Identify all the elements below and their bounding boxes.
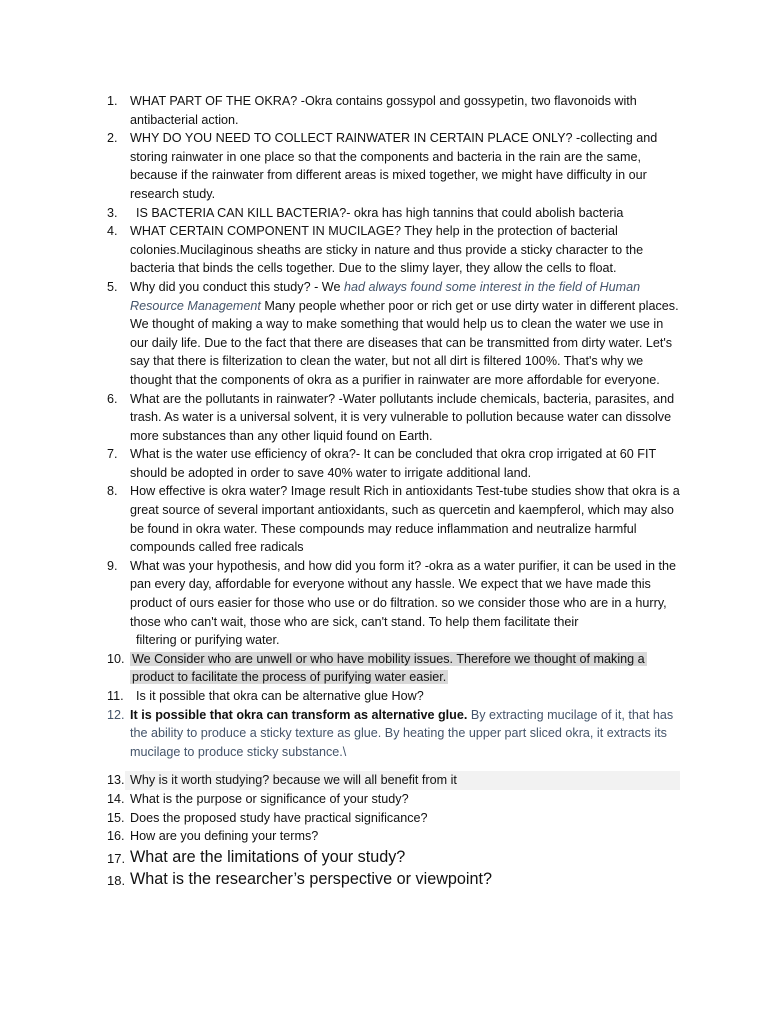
item-number: 12. — [107, 707, 125, 722]
item-answer: They help in the protection of bacterial colonies.Mucilaginous sheaths are sticky in nature and thus provide a sticky character to the bacteria that binds the cells together. Due to the slimy layer, they allow the cells to float. — [130, 224, 644, 276]
item-question: WHAT PART OF THE OKRA? - — [130, 94, 305, 108]
item-question: What are the pollutants in rainwater? - — [130, 391, 343, 406]
item-number: 16. — [107, 829, 125, 844]
list-item — [107, 771, 680, 790]
list-item — [0, 222, 768, 278]
list-item — [0, 827, 768, 846]
item-question: What was your hypothesis, and how did you form it? - — [130, 558, 429, 573]
item-answer: What is the researcher’s perspective or viewpoint? — [130, 869, 492, 888]
list-item — [0, 706, 768, 762]
list-item — [0, 129, 768, 203]
highlighted-text: We Consider who are unwell or who have mobility issues. Therefore we thought of making a product to facilitate the process of purifying water easier. — [132, 651, 645, 685]
item-number: 8. — [107, 484, 118, 499]
item-answer: Many people whether poor or rich get or use dirty water in different places. We thought of making a way to make something that would help us to clean the water we use in our daily life. Due to the fact that there are diseases that can be transmitted from dirty water. Let's say that there is filterization to clean the water, but not all dirt is filtered 100%. That's why we thought that the components of okra as a purifier in rainwater are more affordable for everyone. — [130, 298, 679, 387]
item-question: IS BACTERIA CAN KILL BACTERIA?- — [136, 205, 351, 220]
item-answer: collecting and storing rainwater in one place so that the components and bacteria in the rain are the same, because if the rainwater from different areas is mixed together, we might have difficulty in our research study. — [130, 131, 658, 201]
list-item — [0, 204, 768, 223]
list-item — [0, 92, 768, 129]
list-item — [0, 650, 768, 687]
list-item — [0, 482, 768, 556]
list-item — [0, 445, 768, 482]
item-answer-tail: filtering or purifying water. — [136, 633, 280, 648]
list-item — [0, 846, 768, 868]
item-answer: Is it possible that okra can be alternative glue How? — [136, 689, 424, 703]
item-answer: Image result Rich in antioxidants Test-tube studies show that okra is a great source of several important antioxidants, such as quercetin and kaempferol, which may also be found in okra water. These compounds may reduce inflammation and neutralize harmful compounds called free radicals — [130, 484, 680, 555]
item-question: WHY DO YOU NEED TO COLLECT RAINWATER IN CERTAIN PLACE ONLY? - — [130, 131, 581, 146]
question-list — [0, 92, 768, 890]
item-answer-italic: had always found some interest in the field of Human Resource Management — [130, 279, 641, 313]
item-answer: okra as a water purifier, it can be used in the pan every day, affordable for everyone without any hassle. We expect that we have made this product of ours easier for those who use or do filtration. so we consider those who are in a hurry, those who can't wait, those who are sick, can't stand. To help them facilitate their — [130, 558, 677, 629]
list-item — [0, 390, 768, 446]
item-number: 15. — [107, 810, 125, 825]
item-number: 10. — [107, 651, 125, 666]
item-number: 17. — [107, 850, 126, 866]
item-answer: How are you defining your terms? — [130, 829, 319, 844]
item-question: What is the water use efficiency of okra?- — [130, 447, 361, 462]
spacer — [0, 761, 768, 771]
list-item — [0, 557, 768, 650]
item-number: 14. — [107, 791, 125, 806]
item-number: 7. — [107, 447, 118, 462]
item-question: WHAT CERTAIN COMPONENT IN MUCILAGE? — [130, 224, 402, 239]
item-number: 1. — [107, 94, 118, 108]
item-answer: Okra contains gossypol and gossypetin, two flavonoids with antibacterial action. — [130, 94, 637, 127]
item-answer: Does the proposed study have practical significance? — [130, 810, 428, 825]
item-number: 9. — [107, 558, 118, 573]
item-answer: Water pollutants include chemicals, bacteria, parasites, and trash. As water is a universal solvent, it is very vulnerable to pollution because water can dissolve more substances than any other liquid found on Earth. — [130, 391, 675, 443]
item-answer: What is the purpose or significance of your study? — [130, 791, 409, 806]
item-question: Why did you conduct this study? - We — [130, 279, 344, 294]
item-answer: Why is it worth studying? because we will all benefit from it — [130, 773, 457, 788]
item-number: 3. — [107, 205, 118, 220]
item-number: 13. — [107, 773, 125, 788]
item-number: 4. — [107, 224, 118, 239]
list-item — [0, 809, 768, 828]
item-answer: By extracting mucilage of it, that has the ability to produce a sticky texture as glue. By heating the upper part sliced okra, it extracts its mucilage to produce sticky substance.\ — [130, 707, 674, 759]
item-number: 11. — [107, 689, 124, 703]
list-item — [0, 687, 768, 706]
list-item — [0, 278, 768, 390]
item-number: 5. — [107, 279, 118, 294]
item-question: How effective is okra water? — [130, 484, 288, 499]
item-number: 18. — [107, 872, 126, 888]
list-item — [0, 790, 768, 809]
list-item — [0, 868, 768, 890]
item-number: 6. — [107, 391, 118, 406]
item-answer: okra has high tannins that could abolish bacteria — [350, 205, 624, 220]
item-question: It is possible that okra can transform as alternative glue. — [130, 707, 468, 722]
item-answer: What are the limitations of your study? — [130, 847, 406, 866]
item-number: 2. — [107, 131, 118, 146]
item-answer: It can be concluded that okra crop irrigated at 60 FIT should be adopted in order to save 40% water to irrigate additional land. — [130, 447, 656, 480]
